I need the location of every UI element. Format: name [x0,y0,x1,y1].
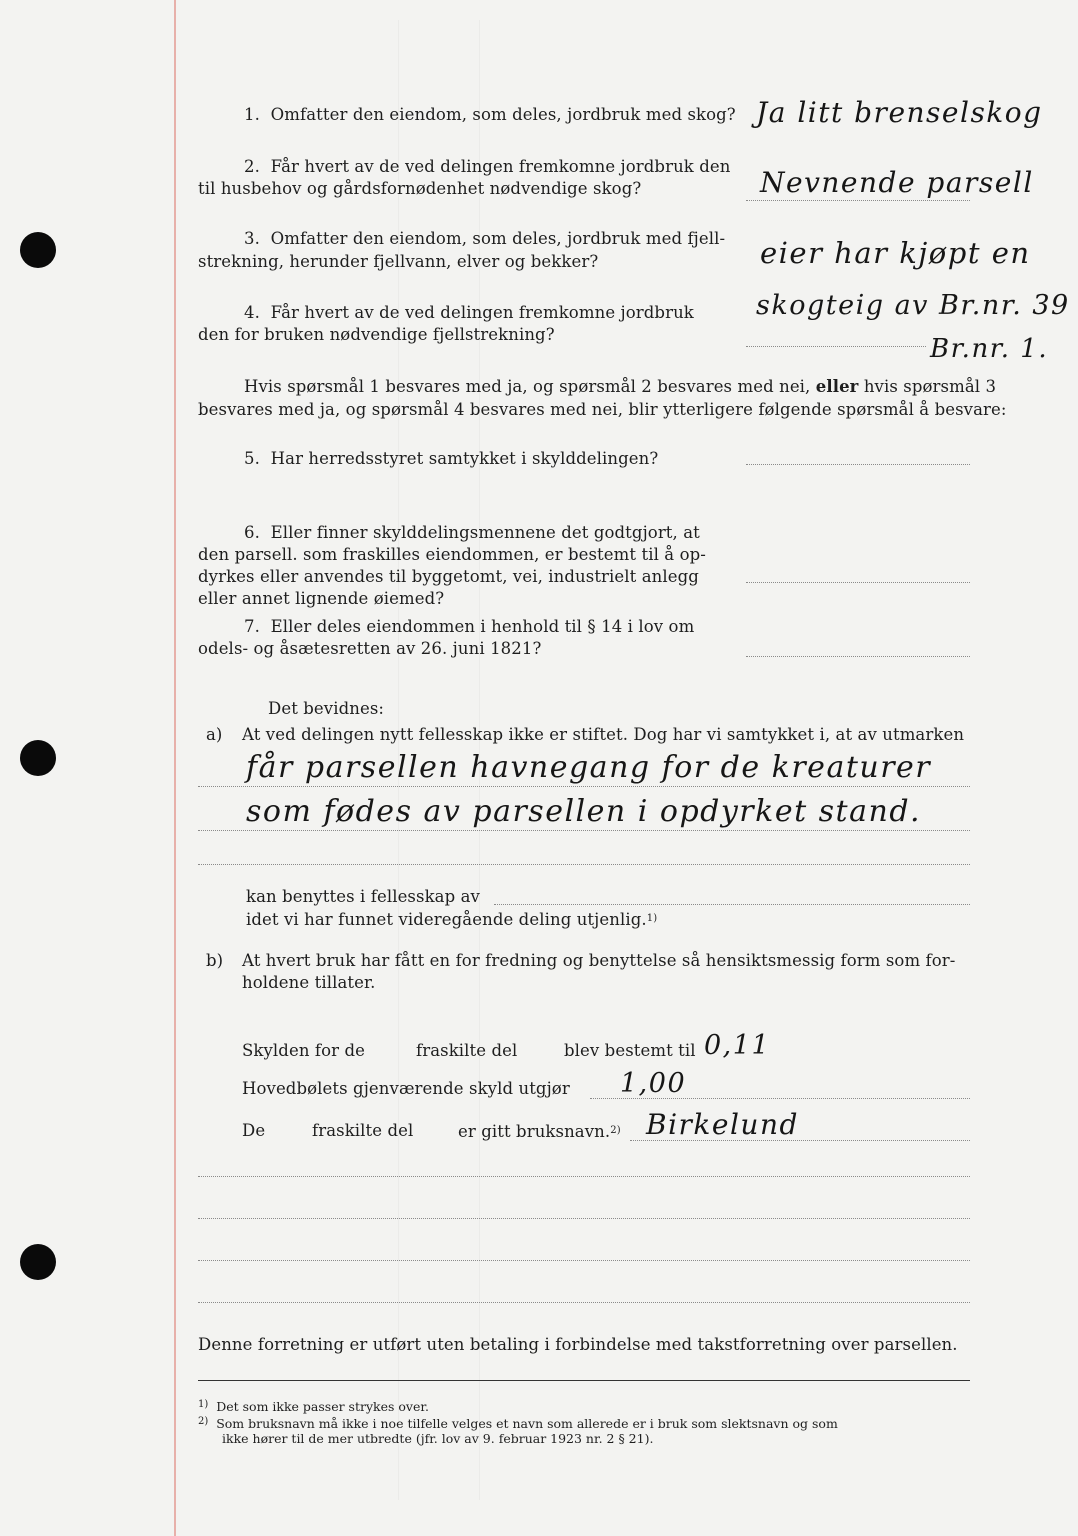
fellesskap-note: idet vi har funnet videregående deling utjenlig.$^{1)}$ [246,910,658,929]
fill-line [494,904,970,905]
question-7-line-2: odels- og åsætesretten av 26. juni 1821? [198,639,542,658]
fill-line [198,1260,970,1261]
answer-1-handwritten: Ja litt brenselskog [756,96,1043,129]
fill-line [198,1176,970,1177]
question-2-line-2: til husbehov og gårdsfornødenhet nødvendige skog? [198,179,642,198]
fill-line [198,1218,970,1219]
footnote-separator [198,1380,970,1381]
handwritten-line-2: som fødes av parsellen i opdyrket stand. [246,794,922,829]
skyld-line-3-b: fraskilte del [312,1121,414,1140]
item-a-label: a) [206,725,223,744]
question-3-line-2: strekning, herunder fjellvann, elver og bekker? [198,252,599,271]
question-5: 5. Har herredsstyret samtykket i skylddelingen? [244,449,659,468]
hovedbol-skyld-handwritten: 1,00 [620,1068,687,1099]
fill-line [198,786,970,787]
handwritten-line-1: får parsellen havnegang for de kreaturer [246,750,932,785]
answer-line [746,200,970,201]
closing-statement: Denne forretning er utført uten betaling i forbindelse med takstforretning over parsellen. [198,1335,958,1354]
question-6-line-1: 6. Eller finner skylddelingsmennene det godtgjort, at [244,523,700,542]
answer-line [746,464,970,465]
punch-hole [20,232,56,268]
footnote-2-line-2: ikke hører til de mer utbredte (jfr. lov av 9. februar 1923 nr. 2 § 21). [222,1431,654,1446]
condition-line-1: Hvis spørsmål 1 besvares med ja, og spørsmål 2 besvares med nei, eller hvis spørsmål 3 [244,377,997,396]
answer-line [746,656,970,657]
question-7-line-1: 7. Eller deles eiendommen i henhold til § 14 i lov om [244,617,695,636]
skyld-line-1-b: fraskilte del [416,1041,518,1060]
punch-hole [20,1244,56,1280]
skyld-line-1-c: blev bestemt til [564,1041,696,1060]
question-2-line-1: 2. Får hvert av de ved delingen fremkomne jordbruk den [244,157,731,176]
skyld-line-2-label: Hovedbølets gjenværende skyld utgjør [242,1079,570,1098]
fill-line [198,1302,970,1303]
item-b-line-2: holdene tillater. [242,973,376,992]
bevidnes-heading: Det bevidnes: [268,699,385,718]
bruksnavn-handwritten: Birkelund [646,1108,799,1141]
footnote-2-line-1: $^{2)}$ Som bruksnavn må ikke i noe tilfelle velges et navn som allerede er i bruk som slektsnavn og som [198,1416,838,1431]
answer-line [746,582,970,583]
question-4-line-1: 4. Får hvert av de ved delingen fremkomne jordbruk [244,303,694,322]
question-4-line-2: den for bruken nødvendige fjellstrekning? [198,325,555,344]
answer-2-handwritten: Nevnende parsell [760,166,1034,199]
fellesskap-label: kan benyttes i fellesskap av [246,887,480,906]
margin-line [174,0,176,1536]
question-6-line-4: eller annet lignende øiemed? [198,589,445,608]
skyld-line-1-a: Skylden for de [242,1041,365,1060]
question-1: 1. Omfatter den eiendom, som deles, jordbruk med skog? [244,105,736,124]
answer-4-handwritten: skogteig av Br.nr. 39 [756,290,1070,321]
answer-3-handwritten: eier har kjøpt en [760,236,1031,270]
question-3-line-1: 3. Omfatter den eiendom, som deles, jordbruk med fjell- [244,229,726,248]
footnote-1: $^{1)}$ Det som ikke passer strykes over. [198,1399,429,1414]
skyld-line-3-c: er gitt bruksnavn.$^{2)}$ [458,1122,621,1141]
skyld-value-handwritten: 0,11 [704,1030,771,1061]
fill-line [198,864,970,865]
condition-line-2: besvares med ja, og spørsmål 4 besvares med nei, blir ytterligere følgende spørsmål å besvare: [198,400,1007,419]
question-6-line-3: dyrkes eller anvendes til byggetomt, vei, industrielt anlegg [198,567,699,586]
answer-4-handwritten-line-2: Br.nr. 1. [930,334,1049,364]
item-a-text: At ved delingen nytt fellesskap ikke er stiftet. Dog har vi samtykket i, at av utmarken [242,725,965,744]
item-b-line-1: At hvert bruk har fått en for fredning og benyttelse så hensiktsmessig form som for- [242,951,956,970]
question-6-line-2: den parsell. som fraskilles eiendommen, er bestemt til å op- [198,545,706,564]
punch-hole [20,740,56,776]
skyld-line-3-a: De [242,1121,266,1140]
answer-line [746,346,926,347]
fill-line [198,830,970,831]
item-b-label: b) [206,951,224,970]
